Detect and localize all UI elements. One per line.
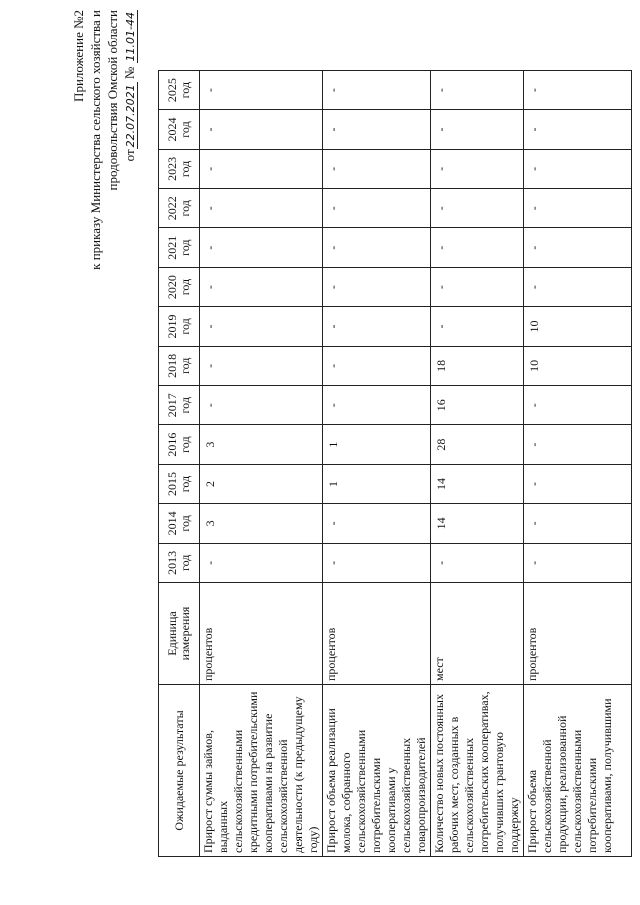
value-cell: 1 xyxy=(323,425,431,464)
value-cell: - xyxy=(323,543,431,582)
value-cell: - xyxy=(200,228,323,267)
value-cell: 1 xyxy=(323,464,431,503)
value-cell: - xyxy=(200,189,323,228)
table-row xyxy=(323,70,431,856)
value-cell: - xyxy=(524,70,632,109)
header-year: 2025 год xyxy=(159,70,200,109)
header-year: 2021 год xyxy=(159,228,200,267)
value-cell: - xyxy=(431,267,524,306)
header-year: 2020 год xyxy=(159,267,200,306)
appendix-header xyxy=(70,10,139,430)
value-cell: - xyxy=(200,386,323,425)
value-cell: - xyxy=(431,70,524,109)
value-cell: 14 xyxy=(431,464,524,503)
value-cell: - xyxy=(323,267,431,306)
value-cell: - xyxy=(524,189,632,228)
value-cell: - xyxy=(431,110,524,149)
value-cell: 14 xyxy=(431,504,524,543)
value-cell: 10 xyxy=(524,307,632,346)
result-cell: Прирост объема реализации молока, собранного сельскохозяйственными потребительскими кооперативами у сельскохозяйственных товаропроизводителей xyxy=(323,685,431,857)
ministry-line: продовольствия Омской области xyxy=(105,10,120,191)
value-cell: - xyxy=(200,307,323,346)
table-row xyxy=(524,70,632,856)
unit-cell: мест xyxy=(431,583,524,685)
value-cell: - xyxy=(323,149,431,188)
value-cell: - xyxy=(524,464,632,503)
value-cell: - xyxy=(524,543,632,582)
value-cell: - xyxy=(200,346,323,385)
table-row xyxy=(200,70,323,856)
value-cell: 16 xyxy=(431,386,524,425)
value-cell: - xyxy=(200,149,323,188)
header-year: 2019 год xyxy=(159,307,200,346)
value-cell: - xyxy=(431,307,524,346)
value-cell: - xyxy=(323,110,431,149)
results-table xyxy=(158,70,632,857)
header-year: 2017 год xyxy=(159,386,200,425)
number-sign: № xyxy=(122,66,137,80)
value-cell: - xyxy=(431,228,524,267)
result-cell: Прирост объема сельскохозяйственной продукции, реализованной сельскохозяйственными потребительскими кооперативами, получившими xyxy=(524,685,632,857)
table-row xyxy=(431,70,524,856)
value-cell: - xyxy=(524,228,632,267)
header-year: 2015 год xyxy=(159,464,200,503)
unit-cell: процентов xyxy=(200,583,323,685)
value-cell: - xyxy=(200,543,323,582)
value-cell: - xyxy=(524,425,632,464)
value-cell: 10 xyxy=(524,346,632,385)
header-year: 2023 год xyxy=(159,149,200,188)
date-prefix: от xyxy=(122,149,137,162)
header-year: 2014 год xyxy=(159,504,200,543)
unit-cell: процентов xyxy=(524,583,632,685)
header-result: Ожидаемые результаты xyxy=(159,685,200,857)
value-cell: - xyxy=(524,386,632,425)
result-cell: Количество новых постоянных рабочих мест, созданных в сельскохозяйственных потребительских кооперативах, получивших грантовую поддержку xyxy=(431,685,524,857)
appendix-title: Приложение №2 xyxy=(71,10,86,102)
value-cell: - xyxy=(200,110,323,149)
order-reference-line: к приказу Министерства сельского хозяйства и xyxy=(88,10,103,270)
date-number-line xyxy=(121,10,139,430)
header-year: 2018 год xyxy=(159,346,200,385)
value-cell: - xyxy=(200,70,323,109)
value-cell: - xyxy=(524,504,632,543)
handwritten-number: 11.01-44 xyxy=(124,12,137,62)
value-cell: 18 xyxy=(431,346,524,385)
value-cell: - xyxy=(200,267,323,306)
value-cell: - xyxy=(431,189,524,228)
value-cell: - xyxy=(323,346,431,385)
value-cell: 28 xyxy=(431,425,524,464)
result-cell: Прирост суммы займов, выданных сельскохозяйственными кредитными потребительскими кооперативами на развитие сельскохозяйственной деятельности (к предыдущему году) xyxy=(200,685,323,857)
handwritten-date: 22.07.2021 xyxy=(124,84,137,148)
table-header-row xyxy=(159,70,200,856)
unit-cell: процентов xyxy=(323,583,431,685)
header-year: 2022 год xyxy=(159,189,200,228)
value-cell: - xyxy=(524,267,632,306)
value-cell: 3 xyxy=(200,425,323,464)
value-cell: - xyxy=(323,307,431,346)
value-cell: 3 xyxy=(200,504,323,543)
value-cell: - xyxy=(323,504,431,543)
header-year: 2016 год xyxy=(159,425,200,464)
value-cell: - xyxy=(524,149,632,188)
value-cell: - xyxy=(323,228,431,267)
value-cell: - xyxy=(431,149,524,188)
value-cell: - xyxy=(323,386,431,425)
results-table-wrapper xyxy=(158,70,632,857)
header-year: 2013 год xyxy=(159,543,200,582)
value-cell: - xyxy=(524,110,632,149)
value-cell: - xyxy=(323,189,431,228)
value-cell: - xyxy=(431,543,524,582)
header-unit: Единица измерения xyxy=(159,583,200,685)
header-year: 2024 год xyxy=(159,110,200,149)
value-cell: 2 xyxy=(200,464,323,503)
value-cell: - xyxy=(323,70,431,109)
